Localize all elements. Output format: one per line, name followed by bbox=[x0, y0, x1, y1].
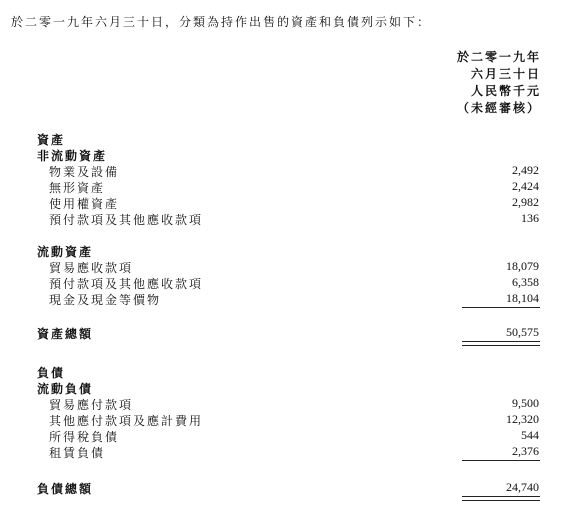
row-value: 18,079 bbox=[506, 259, 539, 273]
row-label: 其他應付款項及應計費用 bbox=[49, 414, 204, 428]
row-value: 136 bbox=[521, 211, 539, 225]
table-row bbox=[0, 291, 571, 307]
liabilities-heading: 負債 bbox=[37, 366, 66, 380]
subtotal-rule bbox=[462, 307, 540, 308]
table-row bbox=[0, 428, 571, 444]
row-label: 物業及設備 bbox=[49, 165, 120, 179]
row-label: 貿易應付款項 bbox=[49, 398, 134, 412]
row-label: 貿易應收款項 bbox=[49, 261, 134, 275]
row-value: 2,424 bbox=[512, 179, 539, 193]
table-row bbox=[0, 275, 571, 291]
table-row bbox=[0, 195, 571, 211]
row-value: 6,358 bbox=[512, 275, 539, 289]
total-double-rule bbox=[462, 496, 540, 501]
column-header-currency: 人民幣千元 bbox=[470, 84, 541, 98]
row-value: 2,376 bbox=[512, 444, 539, 458]
intro-text: 於二零一九年六月三十日，分類為持作出售的資產和負債列示如下： bbox=[11, 15, 432, 29]
total-liabilities-label: 負債總額 bbox=[37, 482, 94, 496]
row-value: 2,982 bbox=[512, 195, 539, 209]
current-assets-heading-row bbox=[0, 243, 571, 259]
table-row bbox=[0, 211, 571, 227]
row-value: 9,500 bbox=[512, 396, 539, 410]
total-liabilities-value: 24,740 bbox=[506, 480, 539, 494]
row-label: 所得稅負債 bbox=[49, 430, 120, 444]
table-row bbox=[0, 444, 571, 460]
non-current-assets-heading-row bbox=[0, 147, 571, 163]
table-row bbox=[0, 259, 571, 275]
column-header-date-year: 於二零一九年 bbox=[456, 50, 541, 64]
table-row bbox=[0, 179, 571, 195]
column-header-date-day: 六月三十日 bbox=[470, 67, 541, 81]
row-value: 544 bbox=[521, 428, 539, 442]
total-assets-row bbox=[0, 325, 571, 341]
assets-heading: 資產 bbox=[37, 133, 66, 147]
row-label: 租賃負債 bbox=[49, 446, 106, 460]
total-liabilities-row bbox=[0, 480, 571, 496]
assets-heading-row bbox=[0, 131, 571, 147]
current-assets-heading: 流動資產 bbox=[37, 245, 94, 259]
subtotal-rule bbox=[462, 460, 540, 461]
row-label: 預付款項及其他應收款項 bbox=[49, 277, 204, 291]
table-row bbox=[0, 163, 571, 179]
row-value: 12,320 bbox=[506, 412, 539, 426]
non-current-assets-heading: 非流動資產 bbox=[37, 149, 108, 163]
current-liabilities-heading-row bbox=[0, 380, 571, 396]
row-label: 預付款項及其他應收款項 bbox=[49, 213, 204, 227]
row-label: 現金及現金等價物 bbox=[49, 293, 162, 307]
total-assets-value: 50,575 bbox=[506, 325, 539, 339]
current-liabilities-heading: 流動負債 bbox=[37, 382, 94, 396]
total-assets-label: 資產總額 bbox=[37, 327, 94, 341]
liabilities-heading-row bbox=[0, 364, 571, 380]
row-label: 使用權資產 bbox=[49, 197, 120, 211]
total-double-rule bbox=[462, 341, 540, 346]
row-label: 無形資產 bbox=[49, 181, 106, 195]
table-row bbox=[0, 412, 571, 428]
table-row bbox=[0, 396, 571, 412]
column-header-unaudited: （未經審核） bbox=[456, 101, 541, 115]
row-value: 18,104 bbox=[506, 291, 539, 305]
row-value: 2,492 bbox=[512, 163, 539, 177]
